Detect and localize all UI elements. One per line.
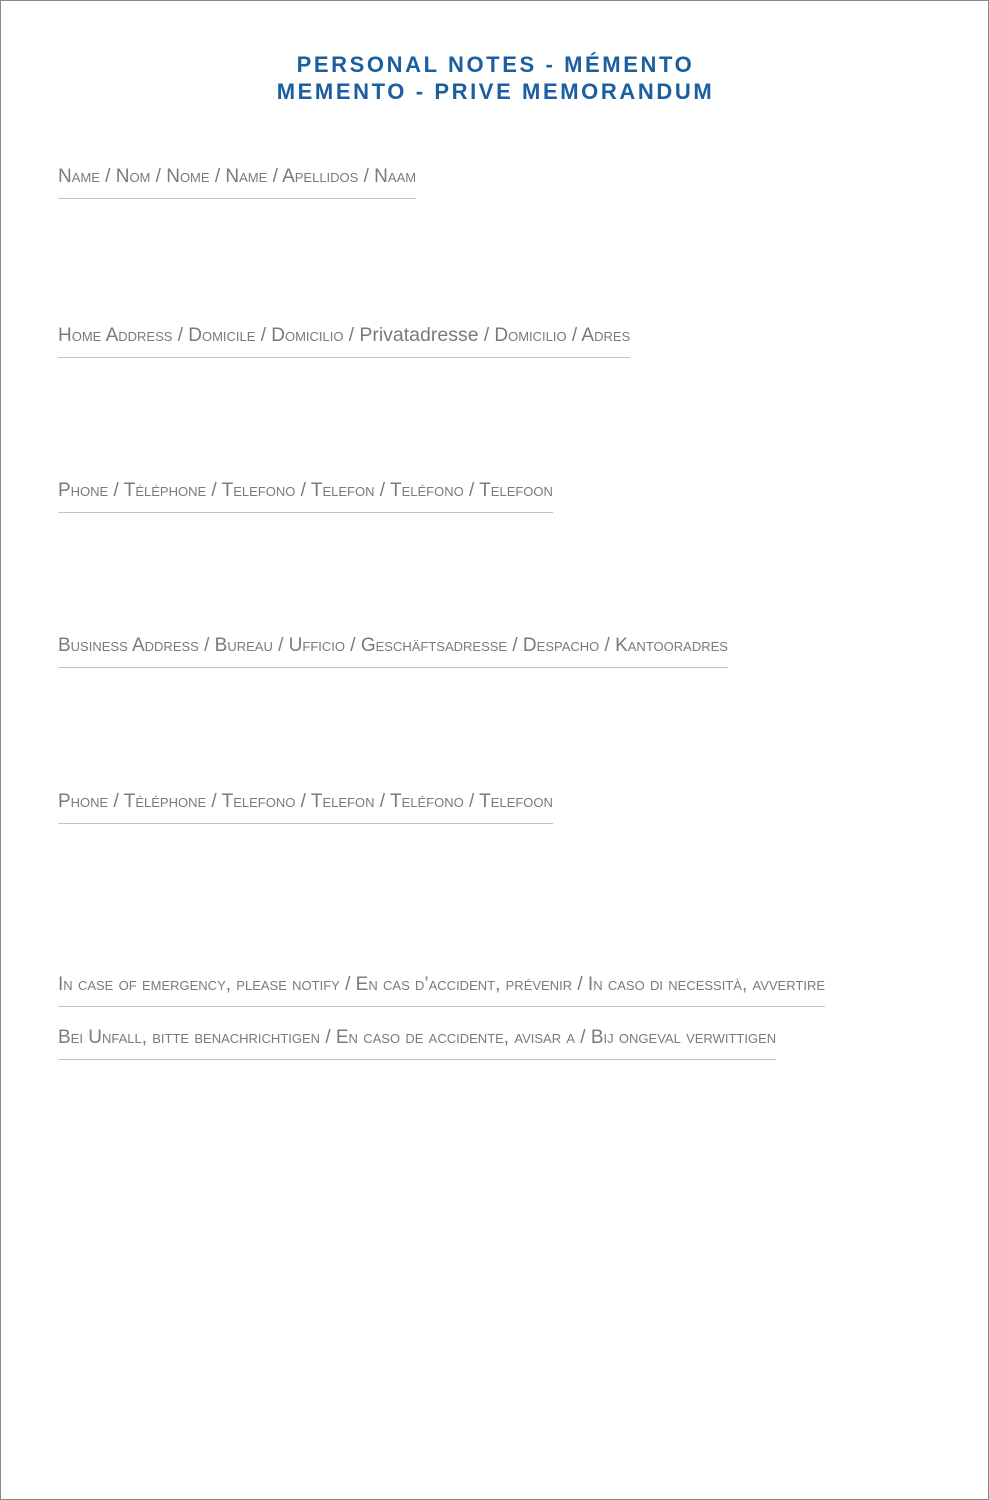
- business-address-field[interactable]: Business Address / Bureau / Ufficio / Geschäftsadresse / Despacho / Kantooradres: [58, 635, 728, 668]
- page-title-line-2: MEMENTO - PRIVE MEMORANDUM: [276, 79, 715, 104]
- emergency-contact-field-1[interactable]: In case of emergency, please notify / En cas d’accident, prévenir / In caso di necessità, avvertire: [58, 974, 825, 1007]
- home-address-field[interactable]: [58, 324, 630, 358]
- name-field[interactable]: Name / Nom / Nome / Name / Apellidos / Naam: [58, 166, 416, 199]
- page-title-line-1: PERSONAL NOTES - MÉMENTO: [296, 52, 695, 77]
- home-address-label-c: / Domicilio / Adres: [478, 325, 631, 346]
- emergency-contact-field-2[interactable]: Bei Unfall, bitte benachrichtigen / En caso de accidente, avisar a / Bij ongeval verwittigen: [58, 1027, 776, 1060]
- home-address-label-b: Privatadresse: [359, 324, 479, 346]
- home-address-label-a: Home Address / Domicile / Domicilio /: [58, 325, 360, 346]
- home-phone-field[interactable]: Phone / Téléphone / Telefono / Telefon / Teléfono / Telefoon: [58, 480, 553, 513]
- business-phone-field[interactable]: Phone / Téléphone / Telefono / Telefon / Teléfono / Telefoon: [58, 791, 553, 824]
